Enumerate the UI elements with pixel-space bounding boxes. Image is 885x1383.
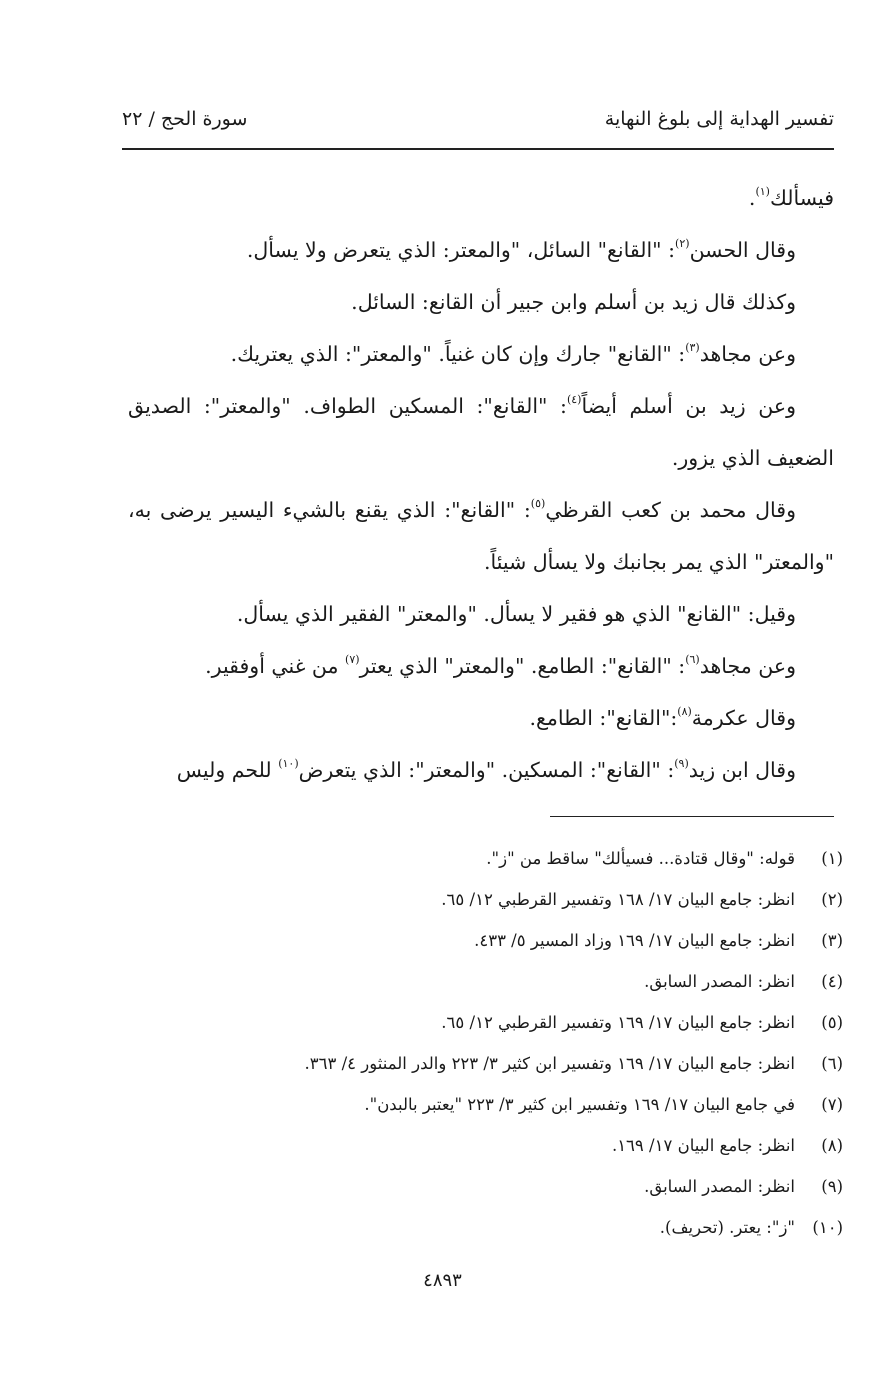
footnote: [223, 961, 843, 1002]
footnote: [223, 1043, 843, 1084]
footnote: [223, 920, 843, 961]
footnote-number: (٦): [821, 1054, 843, 1073]
footnote: [223, 1166, 843, 1207]
footnote: [223, 1002, 843, 1043]
footnote-text: انظر: جامع البيان ١٧/ ١٦٩.: [611, 1136, 795, 1155]
footnote: [223, 1125, 843, 1166]
footnote-text: في جامع البيان ١٧/ ١٦٩ وتفسير ابن كثير ٣/ ٢٢٣ "يعتبر بالبدن".: [364, 1095, 795, 1114]
footnote: [223, 838, 843, 879]
paragraph-text: وكذلك قال زيد بن أسلم وابن جبير أن القانع: السائل.: [351, 290, 796, 314]
main-text: [128, 172, 834, 796]
paragraph-text: : "القانع": الذي يقنع بالشيء اليسير يرضى به، "والمعتر" الذي يمر بجانبك ولا يسأل شيئاً.: [128, 498, 834, 574]
footnote: [223, 879, 843, 920]
paragraph-text: : "القانع": المسكين الطواف. "والمعتر": الصديق الضعيف الذي يزور.: [128, 394, 834, 470]
paragraph: [128, 276, 834, 328]
paragraph-text: فيسألك: [769, 186, 834, 210]
footnote-marker[interactable]: (٣): [685, 341, 700, 354]
paragraph: [128, 380, 834, 484]
footnote-marker[interactable]: (٦): [685, 653, 700, 666]
footnote-number: (١): [821, 849, 843, 868]
footnote-text: انظر: المصدر السابق.: [644, 972, 795, 991]
footnote-marker[interactable]: (٤): [566, 393, 582, 406]
paragraph: [128, 172, 834, 224]
paragraph-text: للحم وليس: [176, 758, 279, 782]
footnote-number: (٢): [821, 890, 843, 909]
footnote-number: (٣): [821, 931, 843, 950]
page-number: ٤٨٩٣: [423, 1270, 462, 1291]
paragraph: [128, 484, 834, 588]
footnote-text: "ز": يعتر. (تحريف).: [659, 1218, 795, 1237]
footnote-text: قوله: "وقال قتادة... فسيألك" ساقط من "ز".: [486, 849, 795, 868]
footnote-marker[interactable]: (٧): [345, 653, 360, 666]
footnote-number: (١٠): [812, 1218, 843, 1237]
paragraph-text: : "القانع" السائل، "والمعتر: الذي يتعرض ولا يسأل.: [246, 238, 676, 262]
paragraph-text: : "القانع": المسكين. "والمعتر": الذي يتعرض: [298, 758, 675, 782]
footnote-separator: [550, 816, 834, 817]
paragraph-text: وقال الحسن: [689, 238, 796, 262]
paragraph-text: وعن زيد بن أسلم أيضاً: [581, 394, 796, 418]
paragraph: [128, 744, 834, 796]
footnote-marker[interactable]: (١): [755, 185, 770, 198]
footnote-marker[interactable]: (١٠): [278, 757, 299, 770]
paragraph: [128, 328, 834, 380]
running-header: [122, 108, 834, 150]
footnote-text: انظر: المصدر السابق.: [644, 1177, 795, 1196]
footnote-text: انظر: جامع البيان ١٧/ ١٦٨ وتفسير القرطبي ١٢/ ٦٥.: [441, 890, 795, 909]
footnote-number: (٨): [821, 1136, 843, 1155]
footnote-text: انظر: جامع البيان ١٧/ ١٦٩ وتفسير ابن كثير ٣/ ٢٢٣ والدر المنثور ٤/ ٣٦٣.: [304, 1054, 795, 1073]
paragraph: [128, 588, 834, 640]
footnote: [223, 1084, 843, 1125]
paragraph-text: وعن مجاهد: [699, 654, 796, 678]
footnote: [223, 1207, 843, 1248]
footnote-marker[interactable]: (٥): [530, 497, 546, 510]
footnote-marker[interactable]: (٢): [675, 237, 690, 250]
paragraph-text: وقيل: "القانع" الذي هو فقير لا يسأل. "والمعتر" الفقير الذي يسأل.: [236, 602, 796, 626]
footnote-number: (٥): [821, 1013, 843, 1032]
paragraph: [128, 640, 834, 692]
footnote-number: (٤): [821, 972, 843, 991]
surah-title: سورة الحج / ٢٢: [122, 108, 248, 130]
paragraph-text: .: [748, 186, 756, 210]
footnote-number: (٧): [821, 1095, 843, 1114]
paragraph-text: وقال ابن زيد: [688, 758, 796, 782]
footnote-text: انظر: جامع البيان ١٧/ ١٦٩ وتفسير القرطبي ١٢/ ٦٥.: [441, 1013, 795, 1032]
paragraph-text: وعن مجاهد: [699, 342, 796, 366]
paragraph: [128, 692, 834, 744]
paragraph-text: من غني أوفقير.: [205, 654, 346, 678]
footnote-text: انظر: جامع البيان ١٧/ ١٦٩ وزاد المسير ٥/ ٤٣٣.: [474, 931, 795, 950]
footnotes: [223, 838, 843, 1248]
footnote-number: (٩): [821, 1177, 843, 1196]
paragraph-text: : "القانع" جارك وإن كان غنياً. "والمعتر": الذي يعتريك.: [230, 342, 686, 366]
paragraph-text: وقال محمد بن كعب القرظي: [545, 498, 796, 522]
paragraph: [128, 224, 834, 276]
paragraph-text: وقال عكرمة: [691, 706, 796, 730]
footnote-marker[interactable]: (٩): [674, 757, 689, 770]
book-title: تفسير الهداية إلى بلوغ النهاية: [604, 108, 834, 130]
paragraph-text: : "القانع": الطامع. "والمعتر" الذي يعتر: [359, 654, 686, 678]
paragraph-text: :"القانع": الطامع.: [529, 706, 678, 730]
footnote-marker[interactable]: (٨): [677, 705, 692, 718]
